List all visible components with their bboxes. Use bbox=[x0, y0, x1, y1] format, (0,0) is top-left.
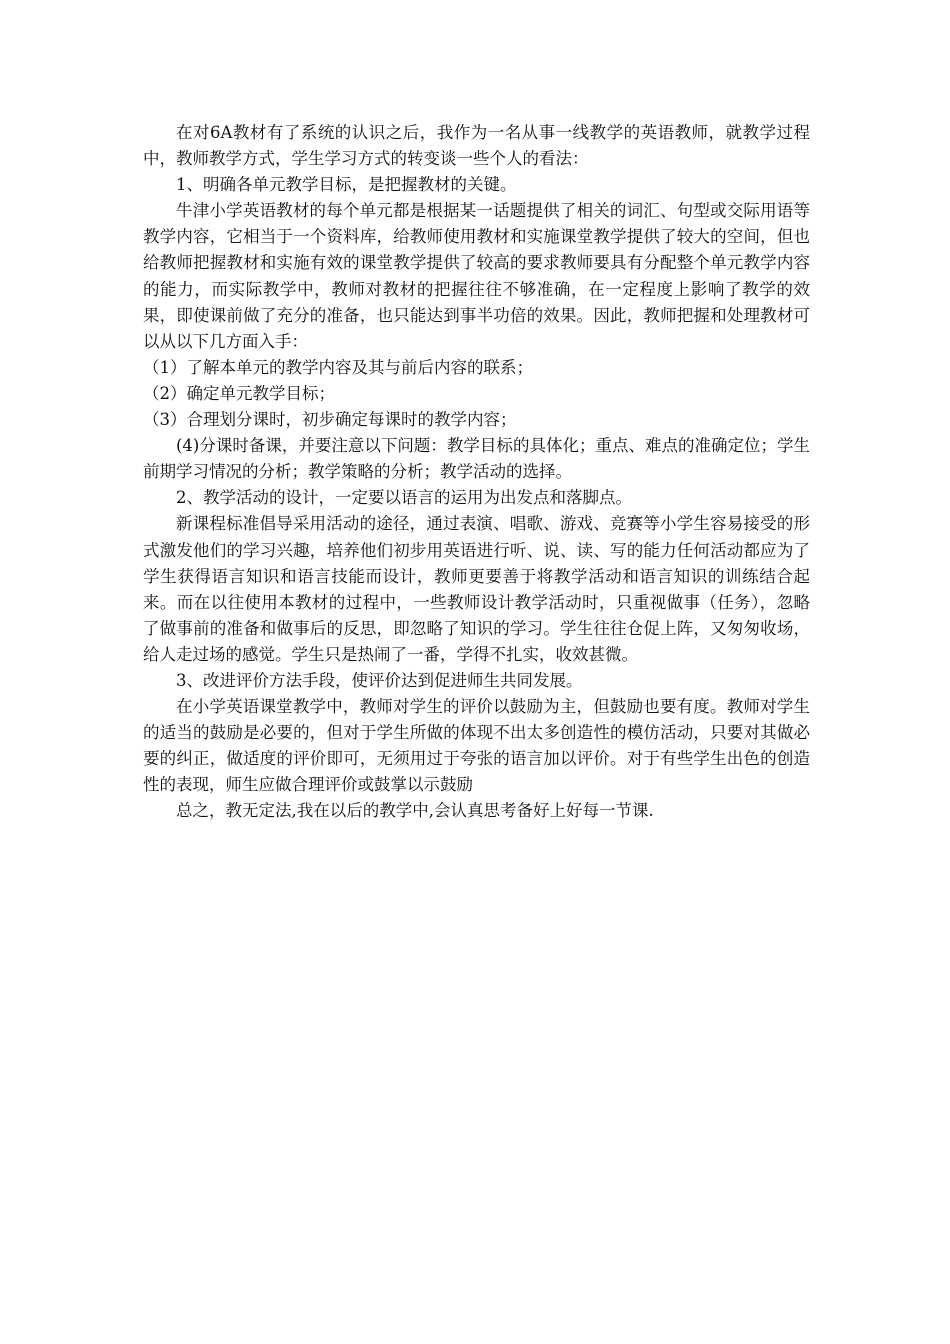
conclusion-paragraph: 总之，教无定法,我在以后的教学中,会认真思考备好上好每一节课. bbox=[176, 801, 654, 821]
list-item: （3）合理划分课时，初步确定每课时的教学内容； bbox=[143, 410, 517, 430]
body-paragraph: 在小学英语课堂教学中，教师对学生的评价以鼓励为主，但鼓励也要有度。教师对学生的适当的鼓励是必要的，但对于学生所做的体现不出太多创造性的模仿活动，只要对其做必要的纠正，做适度的评价即可，无须用过于夸张的语言加以评价。对于有些学生出色的创造性的表现，师生应做合理评价或鼓掌以示鼓励 bbox=[143, 697, 810, 795]
body-paragraph: 牛津小学英语教材的每个单元都是根据某一话题提供了相关的词汇、句型或交际用语等教学内容，它相当于一个资料库，给教师使用教材和实施课堂教学提供了较大的空间，但也给教师把握教材和实施有效的课堂教学提供了较高的要求教师要具有分配整个单元教学内容的能力，而实际教学中，教师对教材的把握往往不够准确，在一定程度上影响了教学的效果，即使课前做了充分的准备，也只能达到事半功倍的效果。因此，教师把握和处理教材可以从以下几方面入手： bbox=[143, 201, 810, 351]
body-paragraph: 新课程标准倡导采用活动的途径，通过表演、唱歌、游戏、竞赛等小学生容易接受的形式激发他们的学习兴趣，培养他们初步用英语进行听、说、读、写的能力任何活动都应为了学生获得语言知识和语言技能而设计，教师更要善于将教学活动和语言知识的训练结合起来。而在以往使用本教材的过程中，一些教师设计教学活动时，只重视做事（任务），忽略了做事前的准备和做事后的反思，即忽略了知识的学习。学生往往仓促上阵，又匆匆收场，给人走过场的感觉。学生只是热闹了一番，学得不扎实，收效甚微。 bbox=[143, 514, 810, 664]
section-heading-2: 2、教学活动的设计，一定要以语言的运用为出发点和落脚点。 bbox=[176, 488, 632, 508]
section-heading-1: 1、明确各单元教学目标，是把握教材的关键。 bbox=[176, 175, 517, 195]
document-body bbox=[143, 120, 810, 825]
section-heading-3: 3、改进评价方法手段，使评价达到促进师生共同发展。 bbox=[176, 670, 583, 690]
list-item: （2）确定单元教学目标； bbox=[143, 383, 335, 403]
list-item: (4)分课时备课，并要注意以下问题：教学目标的具体化；重点、难点的准确定位；学生前期学习情况的分析；教学策略的分析；教学活动的选择。 bbox=[143, 436, 810, 482]
intro-paragraph: 在对6A教材有了系统的认识之后，我作为一名从事一线教学的英语教师，就教学过程中，教师教学方式，学生学习方式的转变谈一些个人的看法： bbox=[143, 123, 810, 169]
list-item: （1）了解本单元的教学内容及其与前后内容的联系； bbox=[143, 357, 533, 377]
